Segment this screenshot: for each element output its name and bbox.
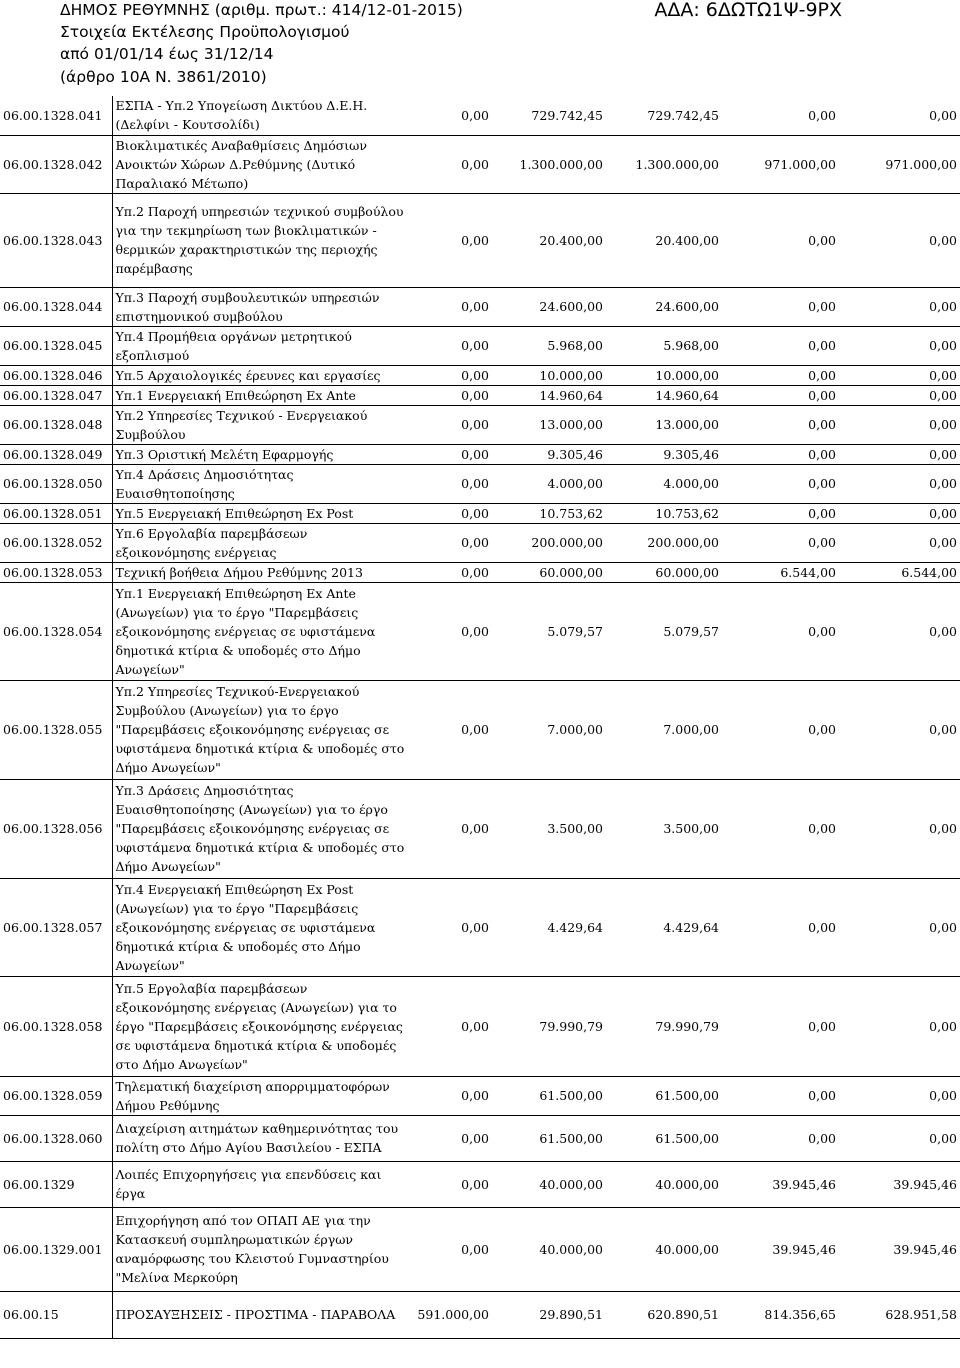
- row-value-4: 0,00: [722, 405, 839, 444]
- row-value-1: 0,00: [408, 326, 492, 365]
- row-code: 06.00.1328.044: [0, 287, 112, 326]
- row-value-3: 61.500,00: [606, 1115, 722, 1161]
- row-value-4: 0,00: [722, 365, 839, 385]
- row-description: Λοιπές Επιχορηγήσεις για επενδύσεις και έργα: [112, 1161, 408, 1207]
- row-value-5: 971.000,00: [839, 135, 960, 193]
- row-value-5: 0,00: [839, 365, 960, 385]
- row-value-3: 7.000,00: [606, 680, 722, 779]
- row-description: Υπ.3 Δράσεις Δημοσιότητας Ευαισθητοποίησης (Ανωγείων) για το έργο "Παρεμβάσεις εξοικονόμησης ενέργειας σε υφιστάμενα δημοτικά κτίρια & υποδομές στο Δήμο Ανωγείων": [112, 779, 408, 878]
- municipality-title: ΔΗΜΟΣ ΡΕΘΥΜΝΗΣ (αριθμ. πρωτ.: 414/12-01-2015): [60, 1, 463, 19]
- row-description: Βιοκλιματικές Αναβαθμίσεις Δημόσιων Ανοικτών Χώρων Δ.Ρεθύμνης (Δυτικό Παραλιακό Μέτωπο): [112, 135, 408, 193]
- row-value-4: 0,00: [722, 385, 839, 405]
- row-value-3: 4.000,00: [606, 464, 722, 503]
- row-value-4: 0,00: [722, 193, 839, 287]
- row-value-1: 0,00: [408, 287, 492, 326]
- row-value-1: 0,00: [408, 1161, 492, 1207]
- table-row: [0, 1207, 960, 1291]
- table-row: [0, 1076, 960, 1115]
- row-value-1: 0,00: [408, 365, 492, 385]
- table-row: [0, 365, 960, 385]
- row-value-3: 40.000,00: [606, 1207, 722, 1291]
- row-code: 06.00.1328.051: [0, 503, 112, 523]
- row-value-2: 61.500,00: [492, 1076, 606, 1115]
- row-value-2: 40.000,00: [492, 1207, 606, 1291]
- row-description: Υπ.4 Ενεργειακή Επιθεώρηση Ex Post (Ανωγείων) για το έργο "Παρεμβάσεις εξοικονόμησης ενέργειας σε υφιστάμενα δημοτικά κτίρια & υποδομές στο Δήμο Ανωγείων": [112, 878, 408, 976]
- row-value-2: 1.300.000,00: [492, 135, 606, 193]
- row-value-4: 814.356,65: [722, 1291, 839, 1338]
- row-code: 06.00.1329: [0, 1161, 112, 1207]
- row-code: 06.00.1328.056: [0, 779, 112, 878]
- row-value-1: 0,00: [408, 193, 492, 287]
- row-value-5: 0,00: [839, 1076, 960, 1115]
- table-row: [0, 779, 960, 878]
- row-value-1: 591.000,00: [408, 1291, 492, 1338]
- ada-code: ΑΔΑ: 6ΔΩΤΩ1Ψ-9ΡΧ: [654, 0, 842, 21]
- row-description: Υπ.4 Προμήθεια οργάνων μετρητικού εξοπλισμού: [112, 326, 408, 365]
- row-value-4: 0,00: [722, 444, 839, 464]
- row-description: Υπ.4 Δράσεις Δημοσιότητας Ευαισθητοποίησης: [112, 464, 408, 503]
- row-value-2: 7.000,00: [492, 680, 606, 779]
- table-row: [0, 96, 960, 135]
- row-description: Υπ.2 Υπηρεσίες Τεχνικού-Ενεργειακού Συμβούλου (Ανωγείων) για το έργο "Παρεμβάσεις εξοικονόμησης ενέργειας σε υφιστάμενα δημοτικά κτίρια & υποδομές στο Δήμο Ανωγείων": [112, 680, 408, 779]
- row-value-5: 628.951,58: [839, 1291, 960, 1338]
- row-value-4: 0,00: [722, 464, 839, 503]
- table-row: [0, 1115, 960, 1161]
- table-row: [0, 1291, 960, 1338]
- row-value-2: 5.079,57: [492, 582, 606, 680]
- row-value-2: 10.000,00: [492, 365, 606, 385]
- row-value-3: 10.000,00: [606, 365, 722, 385]
- row-code: 06.00.1328.045: [0, 326, 112, 365]
- row-description: Διαχείριση αιτημάτων καθημερινότητας του πολίτη στο Δήμο Αγίου Βασιλείου - ΕΣΠΑ: [112, 1115, 408, 1161]
- row-value-2: 20.400,00: [492, 193, 606, 287]
- row-value-2: 24.600,00: [492, 287, 606, 326]
- row-value-1: 0,00: [408, 96, 492, 135]
- row-description: Υπ.5 Εργολαβία παρεμβάσεων εξοικονόμησης ενέργειας (Ανωγείων) για το έργο "Παρεμβάσεις εξοικονόμησης ενέργειας σε υφιστάμενα δημοτικά κτίρια & υποδομές στο Δήμο Ανωγείων": [112, 976, 408, 1076]
- row-code: 06.00.1328.058: [0, 976, 112, 1076]
- row-value-4: 6.544,00: [722, 562, 839, 582]
- table-row: [0, 326, 960, 365]
- row-value-2: 79.990,79: [492, 976, 606, 1076]
- row-value-5: 0,00: [839, 444, 960, 464]
- row-code: 06.00.1328.049: [0, 444, 112, 464]
- row-value-1: 0,00: [408, 582, 492, 680]
- row-value-3: 20.400,00: [606, 193, 722, 287]
- row-code: 06.00.1328.050: [0, 464, 112, 503]
- row-value-4: 0,00: [722, 326, 839, 365]
- row-value-5: 39.945,46: [839, 1207, 960, 1291]
- row-value-4: 0,00: [722, 503, 839, 523]
- row-code: 06.00.1328.057: [0, 878, 112, 976]
- row-value-4: 0,00: [722, 96, 839, 135]
- row-code: 06.00.1328.048: [0, 405, 112, 444]
- row-value-1: 0,00: [408, 523, 492, 562]
- row-value-4: 0,00: [722, 582, 839, 680]
- row-value-3: 729.742,45: [606, 96, 722, 135]
- row-description: Υπ.1 Ενεργειακή Επιθεώρηση Ex Ante: [112, 385, 408, 405]
- row-value-4: 0,00: [722, 976, 839, 1076]
- document-header: [0, 0, 960, 96]
- row-value-5: 0,00: [839, 405, 960, 444]
- row-value-1: 0,00: [408, 503, 492, 523]
- table-row: [0, 385, 960, 405]
- row-description: Υπ.6 Εργολαβία παρεμβάσεων εξοικονόμησης ενέργειας: [112, 523, 408, 562]
- row-value-1: 0,00: [408, 405, 492, 444]
- row-value-5: 0,00: [839, 878, 960, 976]
- row-value-2: 729.742,45: [492, 96, 606, 135]
- row-value-2: 5.968,00: [492, 326, 606, 365]
- row-value-2: 10.753,62: [492, 503, 606, 523]
- row-value-4: 971.000,00: [722, 135, 839, 193]
- table-body: [0, 96, 960, 1338]
- row-value-1: 0,00: [408, 135, 492, 193]
- row-value-3: 79.990,79: [606, 976, 722, 1076]
- row-value-5: 39.945,46: [839, 1161, 960, 1207]
- row-value-3: 9.305,46: [606, 444, 722, 464]
- row-value-1: 0,00: [408, 464, 492, 503]
- row-code: 06.00.1328.055: [0, 680, 112, 779]
- row-value-4: 0,00: [722, 523, 839, 562]
- row-value-2: 9.305,46: [492, 444, 606, 464]
- row-value-1: 0,00: [408, 385, 492, 405]
- row-description: Υπ.3 Οριστική Μελέτη Εφαρμογής: [112, 444, 408, 464]
- table-row: [0, 582, 960, 680]
- row-value-2: 13.000,00: [492, 405, 606, 444]
- row-description: Υπ.3 Παροχή συμβουλευτικών υπηρεσιών επιστημονικού συμβούλου: [112, 287, 408, 326]
- row-value-3: 3.500,00: [606, 779, 722, 878]
- row-value-3: 620.890,51: [606, 1291, 722, 1338]
- row-code: 06.00.1328.054: [0, 582, 112, 680]
- row-code: 06.00.1328.052: [0, 523, 112, 562]
- row-description: Υπ.5 Αρχαιολογικές έρευνες και εργασίες: [112, 365, 408, 385]
- row-value-1: 0,00: [408, 878, 492, 976]
- row-value-5: 0,00: [839, 96, 960, 135]
- table-row: [0, 878, 960, 976]
- row-value-4: 0,00: [722, 1076, 839, 1115]
- row-code: 06.00.15: [0, 1291, 112, 1338]
- row-value-5: 0,00: [839, 523, 960, 562]
- row-value-3: 5.968,00: [606, 326, 722, 365]
- row-description: Επιχορήγηση από τον ΟΠΑΠ ΑΕ για την Κατασκευή συμπληρωματικών έργων αναμόρφωσης του Κλειστού Γυμναστηρίου "Μελίνα Μερκούρη: [112, 1207, 408, 1291]
- row-description: Υπ.1 Ενεργειακή Επιθεώρηση Ex Ante (Ανωγείων) για το έργο "Παρεμβάσεις εξοικονόμησης ενέργειας σε υφιστάμενα δημοτικά κτίρια & υποδομές στο Δήμο Ανωγείων": [112, 582, 408, 680]
- row-code: 06.00.1328.046: [0, 365, 112, 385]
- row-description: Τεχνική βοήθεια Δήμου Ρεθύμνης 2013: [112, 562, 408, 582]
- row-value-4: 0,00: [722, 680, 839, 779]
- row-value-2: 200.000,00: [492, 523, 606, 562]
- row-value-1: 0,00: [408, 976, 492, 1076]
- row-description: ΕΣΠΑ - Υπ.2 Υπογείωση Δικτύου Δ.Ε.Η. (Δελφίνι - Κουτσολίδι): [112, 96, 408, 135]
- row-value-3: 61.500,00: [606, 1076, 722, 1115]
- row-value-4: 39.945,46: [722, 1207, 839, 1291]
- row-value-3: 200.000,00: [606, 523, 722, 562]
- table-row: [0, 287, 960, 326]
- row-value-2: 4.000,00: [492, 464, 606, 503]
- report-period: από 01/01/14 έως 31/12/14: [60, 45, 274, 63]
- table-row: [0, 1161, 960, 1207]
- row-value-1: 0,00: [408, 444, 492, 464]
- row-value-5: 6.544,00: [839, 562, 960, 582]
- row-value-2: 29.890,51: [492, 1291, 606, 1338]
- row-code: 06.00.1328.041: [0, 96, 112, 135]
- row-value-5: 0,00: [839, 464, 960, 503]
- table-row: [0, 503, 960, 523]
- row-value-3: 40.000,00: [606, 1161, 722, 1207]
- row-value-3: 14.960,64: [606, 385, 722, 405]
- budget-execution-table: [0, 96, 960, 1339]
- table-row: [0, 135, 960, 193]
- table-row: [0, 562, 960, 582]
- row-value-5: 0,00: [839, 193, 960, 287]
- row-value-4: 0,00: [722, 779, 839, 878]
- row-value-2: 4.429,64: [492, 878, 606, 976]
- row-value-5: 0,00: [839, 287, 960, 326]
- row-description: Υπ.5 Ενεργειακή Επιθεώρηση Ex Post: [112, 503, 408, 523]
- row-value-1: 0,00: [408, 1115, 492, 1161]
- row-value-3: 5.079,57: [606, 582, 722, 680]
- row-value-1: 0,00: [408, 1207, 492, 1291]
- row-value-3: 10.753,62: [606, 503, 722, 523]
- table-row: [0, 444, 960, 464]
- row-value-2: 14.960,64: [492, 385, 606, 405]
- table-row: [0, 976, 960, 1076]
- row-value-2: 40.000,00: [492, 1161, 606, 1207]
- row-value-2: 3.500,00: [492, 779, 606, 878]
- row-value-4: 0,00: [722, 1115, 839, 1161]
- row-value-1: 0,00: [408, 779, 492, 878]
- row-code: 06.00.1328.047: [0, 385, 112, 405]
- row-value-3: 60.000,00: [606, 562, 722, 582]
- row-code: 06.00.1328.060: [0, 1115, 112, 1161]
- row-value-4: 39.945,46: [722, 1161, 839, 1207]
- table-row: [0, 405, 960, 444]
- row-description: Υπ.2 Υπηρεσίες Τεχνικού - Ενεργειακού Συμβούλου: [112, 405, 408, 444]
- row-value-4: 0,00: [722, 287, 839, 326]
- row-value-2: 61.500,00: [492, 1115, 606, 1161]
- row-value-3: 13.000,00: [606, 405, 722, 444]
- row-value-5: 0,00: [839, 779, 960, 878]
- row-value-1: 0,00: [408, 562, 492, 582]
- row-value-5: 0,00: [839, 582, 960, 680]
- table-row: [0, 193, 960, 287]
- legal-reference: (άρθρο 10Α Ν. 3861/2010): [60, 68, 267, 86]
- row-value-1: 0,00: [408, 1076, 492, 1115]
- row-value-5: 0,00: [839, 385, 960, 405]
- table-row: [0, 680, 960, 779]
- row-value-5: 0,00: [839, 680, 960, 779]
- row-description: ΠΡΟΣΑΥΞΗΣΕΙΣ - ΠΡΟΣΤΙΜΑ - ΠΑΡΑΒΟΛΑ: [112, 1291, 408, 1338]
- row-value-5: 0,00: [839, 326, 960, 365]
- table-row: [0, 464, 960, 503]
- row-value-3: 4.429,64: [606, 878, 722, 976]
- row-value-5: 0,00: [839, 503, 960, 523]
- row-code: 06.00.1328.042: [0, 135, 112, 193]
- row-value-1: 0,00: [408, 680, 492, 779]
- row-value-5: 0,00: [839, 1115, 960, 1161]
- table-row: [0, 523, 960, 562]
- row-code: 06.00.1328.053: [0, 562, 112, 582]
- row-value-2: 60.000,00: [492, 562, 606, 582]
- row-value-3: 24.600,00: [606, 287, 722, 326]
- row-code: 06.00.1329.001: [0, 1207, 112, 1291]
- row-code: 06.00.1328.059: [0, 1076, 112, 1115]
- report-title: Στοιχεία Εκτέλεσης Προϋπολογισμού: [60, 23, 350, 41]
- row-code: 06.00.1328.043: [0, 193, 112, 287]
- row-value-3: 1.300.000,00: [606, 135, 722, 193]
- row-description: Τηλεματική διαχείριση απορριμματοφόρων Δήμου Ρεθύμνης: [112, 1076, 408, 1115]
- row-value-5: 0,00: [839, 976, 960, 1076]
- row-value-4: 0,00: [722, 878, 839, 976]
- row-description: Υπ.2 Παροχή υπηρεσιών τεχνικού συμβούλου για την τεκμηρίωση των βιοκλιματικών - θερμικών χαρακτηριστικών της περιοχής παρέμβασης: [112, 193, 408, 287]
